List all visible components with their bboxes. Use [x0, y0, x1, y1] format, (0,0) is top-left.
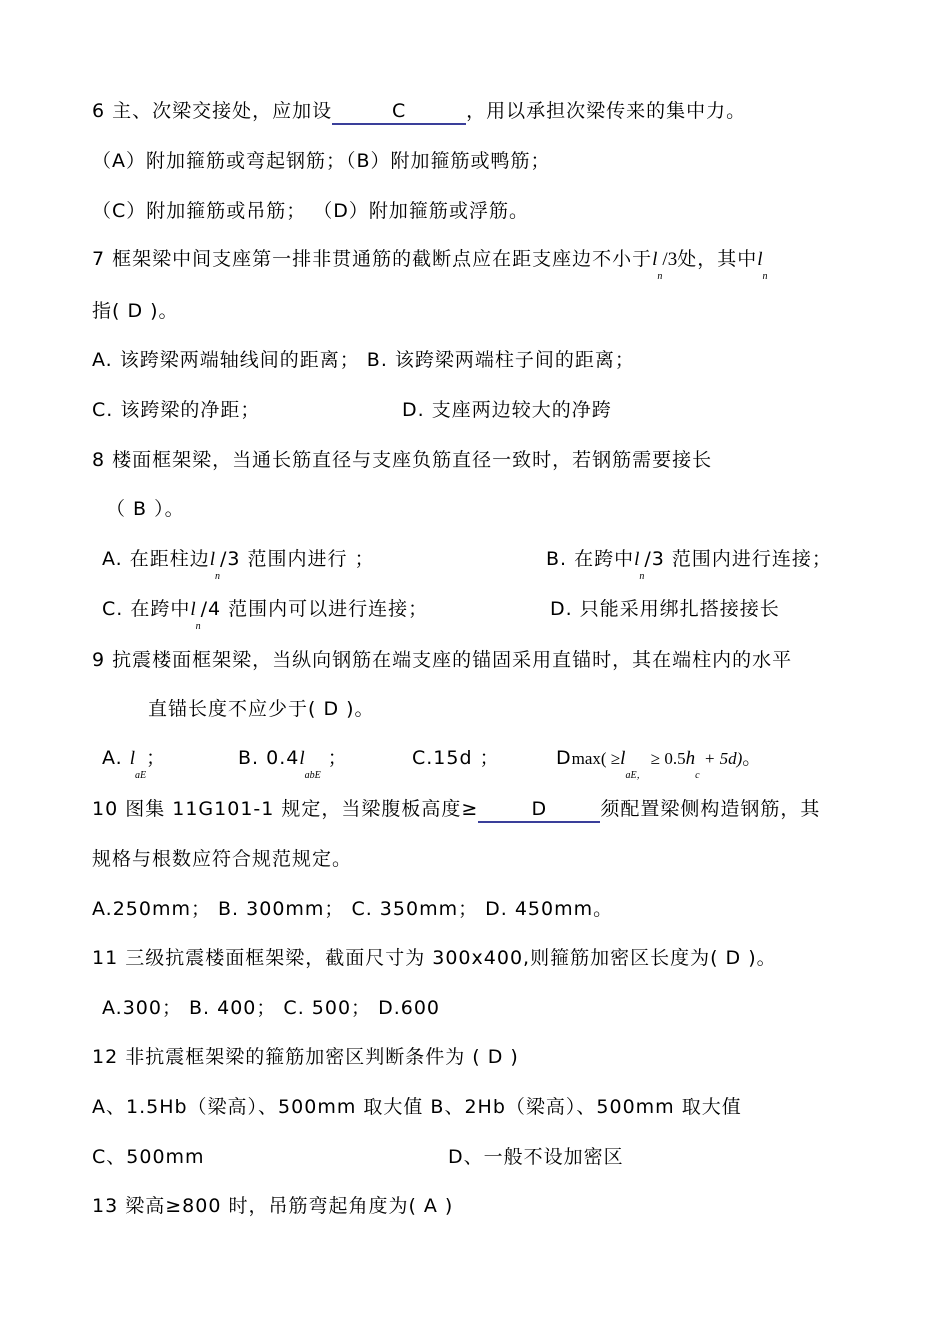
- q9-b-l: l: [299, 748, 305, 769]
- q8-a-post: /3 范围内进行 ；: [220, 548, 375, 570]
- q6-options-ab: （A）附加箍筋或弯起钢筋；（B）附加箍筋或鸭筋；: [92, 150, 551, 172]
- q12-stem: 12 非抗震框架梁的箍筋加密区判断条件为 ( D ): [92, 1046, 519, 1068]
- q8-option-d: D. 只能采用绑扎搭接接长: [550, 598, 780, 620]
- q11-options: A.300； B. 400； C. 500； D.600: [102, 997, 441, 1019]
- q9-option-c: C.15d ；: [412, 747, 500, 769]
- q10-options: A.250mm； B. 300mm； C. 350mm； D. 450mm。: [92, 898, 614, 920]
- q12-option-c: C、500mm: [92, 1146, 205, 1168]
- q6-answer-blank: C: [332, 99, 466, 125]
- q8-option-b: [546, 546, 832, 582]
- q10-pre: 10 图集 11G101-1 规定，当梁腹板高度≥: [92, 798, 479, 820]
- q7-line2: 指( D )。: [92, 300, 179, 322]
- q8-b-pre: B. 在跨中: [546, 548, 635, 570]
- q9-stem: 9 抗震楼面框架梁，当纵向钢筋在端支座的锚固采用直锚时，其在端柱内的水平: [92, 649, 793, 671]
- q9-b-sub: abE: [304, 770, 321, 781]
- q6-stem: [92, 98, 746, 125]
- q8-c-l: l: [190, 599, 196, 620]
- q6-post: ，用以承担次梁传来的集中力。: [466, 100, 747, 122]
- q8-c-pre: C. 在跨中: [102, 598, 191, 620]
- q7-frac: /3: [662, 249, 678, 270]
- q10-answer-blank: D: [478, 797, 600, 823]
- q8-c-n: n: [195, 621, 201, 632]
- q11-stem: 11 三级抗震楼面框架梁，截面尺寸为 300x400,则箍筋加密区长度为( D )。: [92, 947, 777, 969]
- q7-option-c: C. 该跨梁的净距；: [92, 399, 261, 421]
- q7-option-d: D. 支座两边较大的净跨: [402, 399, 612, 421]
- q7-n2: n: [762, 271, 768, 282]
- q9-option-d: [556, 745, 763, 781]
- q9-b-pre: B. 0.4: [238, 747, 300, 769]
- q9-line2: 直锚长度不应少于( D )。: [148, 698, 375, 720]
- q8-stem: 8 楼面框架梁，当通长筋直径与支座负筋直径一致时，若钢筋需要接长: [92, 449, 713, 471]
- q9-d-max: max( ≥: [571, 749, 621, 768]
- q10-stem: [92, 796, 820, 823]
- q7-options-ab: A. 该跨梁两端轴线间的距离； B. 该跨梁两端柱子间的距离；: [92, 349, 635, 371]
- q8-option-a: [102, 546, 375, 582]
- q12-options-ab: A、1.5Hb（梁高）、500mm 取大值 B、2Hb（梁高）、500mm 取大值: [92, 1096, 742, 1118]
- q9-a-post: ；: [146, 747, 167, 769]
- q9-a-pre: A.: [102, 747, 123, 769]
- q7-pre: 7 框架梁中间支座第一排非贯通筋的截断点应在距支座边不小于: [92, 248, 653, 270]
- q8-b-post: /3 范围内进行连接；: [644, 548, 832, 570]
- q8-b-l: l: [634, 549, 640, 570]
- q7-l: l: [652, 249, 658, 270]
- q8-option-c: [102, 596, 429, 632]
- q8-a-n: n: [215, 571, 221, 582]
- q9-d-h: h: [685, 748, 696, 769]
- q9-d-sub2: c: [695, 770, 700, 781]
- q8-c-post: /4 范围内可以进行连接；: [200, 598, 429, 620]
- q9-d-tail: 。: [742, 747, 763, 769]
- q9-d-mid: ≥ 0.5: [646, 749, 686, 768]
- q8-line2: （ B ）。: [106, 498, 185, 520]
- q7-l2: l: [757, 249, 763, 270]
- q9-option-b: [238, 745, 348, 781]
- q7-stem: [92, 246, 768, 282]
- q6-options-cd: （C）附加箍筋或吊筋； （D）附加箍筋或浮筋。: [92, 200, 529, 222]
- q7-n: n: [657, 271, 663, 282]
- q8-a-pre: A. 在距柱边: [102, 548, 210, 570]
- q10-line2: 规格与根数应符合规范规定。: [92, 848, 353, 870]
- q8-a-l: l: [209, 549, 216, 570]
- q12-option-d: D、一般不设加密区: [448, 1146, 624, 1168]
- q7-mid: 处，其中: [677, 248, 758, 270]
- q13-stem: 13 梁高≥800 时，吊筋弯起角度为( A ): [92, 1195, 454, 1217]
- q9-b-post: ；: [327, 747, 348, 769]
- q9-a-l: l: [129, 748, 136, 769]
- q9-d-sub1: aE，: [625, 770, 647, 781]
- q9-a-sub: aE: [135, 770, 147, 781]
- q9-d-pre: D: [556, 747, 572, 769]
- q9-option-a: [102, 745, 167, 781]
- q9-d-l: l: [620, 748, 626, 769]
- q10-post: 须配置梁侧构造钢筋，其: [600, 798, 821, 820]
- q8-b-n: n: [639, 571, 645, 582]
- q6-pre: 6 主、次梁交接处，应加设: [92, 100, 333, 122]
- q9-d-end: + 5d): [699, 749, 743, 768]
